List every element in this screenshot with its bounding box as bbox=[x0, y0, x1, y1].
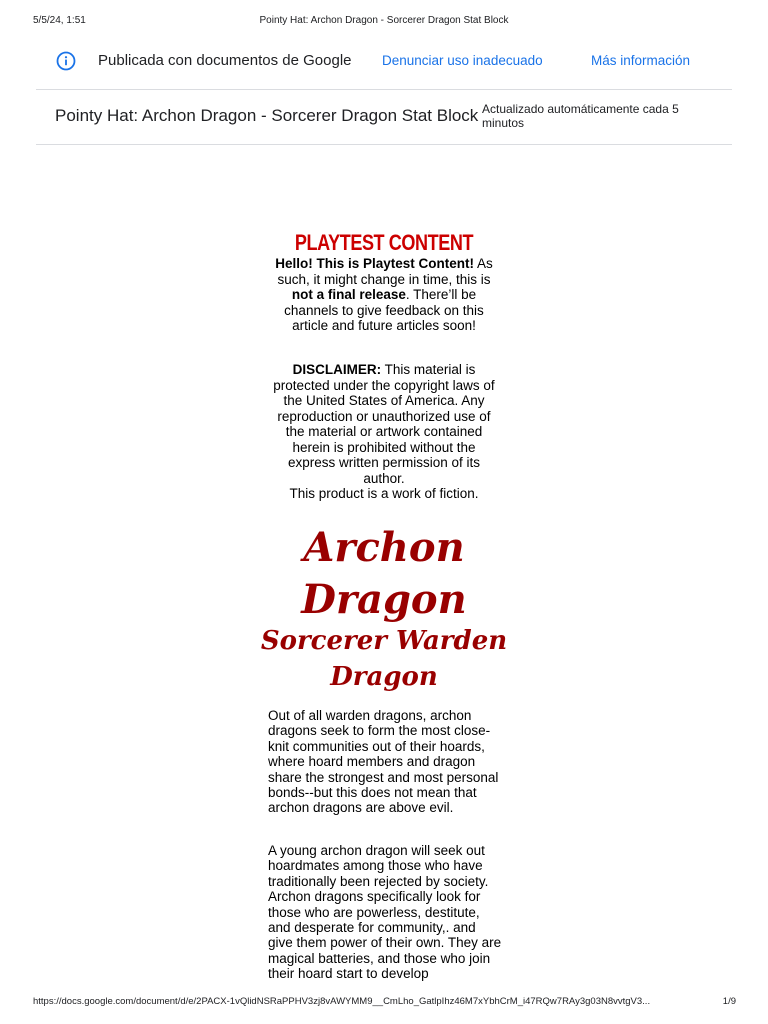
article-title-line-1: Archon bbox=[303, 524, 465, 571]
print-url: https://docs.google.com/document/d/e/2PACX-1vQlidNSRaPPHV3zj8vAWYMM9__CmLho_GatlpIhz46M7xYbhCrM_i47RQw7RAy3g03N8vvtgV3... bbox=[33, 996, 651, 1007]
fiction-note: This product is a work of fiction. bbox=[289, 486, 479, 501]
report-abuse-link[interactable]: Denunciar uso inadecuado bbox=[382, 53, 543, 68]
playtest-text-2: . There’ll be channels to give feedback on this article and future articles soon! bbox=[284, 287, 484, 333]
info-icon[interactable] bbox=[56, 51, 76, 71]
disclaimer bbox=[271, 362, 497, 502]
more-info-link[interactable]: Más información bbox=[591, 53, 691, 68]
divider bbox=[36, 89, 732, 90]
disclaimer-label: DISCLAIMER: bbox=[292, 362, 382, 377]
article-subtitle-line-2: Dragon bbox=[330, 662, 438, 692]
print-footer bbox=[0, 996, 768, 1010]
article-title-line-2: Dragon bbox=[301, 576, 467, 623]
article-paragraph-1: Out of all warden dragons, archon dragons seek to form the most close-knit communities out of their hoards, where hoard members and dragon share the strongest and most personal bonds--but this does not mean that archon dragons are above evil. bbox=[268, 708, 499, 816]
document-title: Pointy Hat: Archon Dragon - Sorcerer Dragon Stat Block bbox=[55, 106, 479, 125]
playtest-heading: PLAYTEST CONTENT bbox=[294, 230, 474, 255]
playtest-intro bbox=[271, 256, 497, 334]
article-subtitle-line-1: Sorcerer Warden bbox=[260, 626, 508, 656]
article-paragraph-2: A young archon dragon will seek out hoardmates among those who have traditionally been rejected by society. Archon dragons specifically look for those who are powerless, destitute, and desperate for community,. and give them power of their own. They are magical batteries, and those who join their hoard start to develop bbox=[268, 843, 502, 982]
published-with-label: Publicada con documentos de Google bbox=[98, 52, 352, 69]
divider bbox=[36, 144, 732, 145]
disclaimer-text: This material is protected under the copyright laws of the United States of America. Any reproduction or unauthorized use of the material or artwork contained herein is prohibited without the express written permission of its author. bbox=[273, 362, 495, 486]
print-title: Pointy Hat: Archon Dragon - Sorcerer Dragon Stat Block bbox=[259, 15, 509, 26]
publish-bar bbox=[36, 44, 732, 78]
playtest-text-1: As such, it might change in time, this is bbox=[277, 256, 493, 287]
print-header bbox=[0, 15, 768, 29]
playtest-hello: Hello! This is Playtest Content! bbox=[275, 256, 474, 271]
page-number: 1/9 bbox=[722, 996, 736, 1007]
not-final-release: not a final release bbox=[291, 287, 406, 302]
auto-update-note: Actualizado automáticamente cada 5 minutos bbox=[482, 102, 679, 130]
print-date: 5/5/24, 1:51 bbox=[33, 15, 86, 26]
